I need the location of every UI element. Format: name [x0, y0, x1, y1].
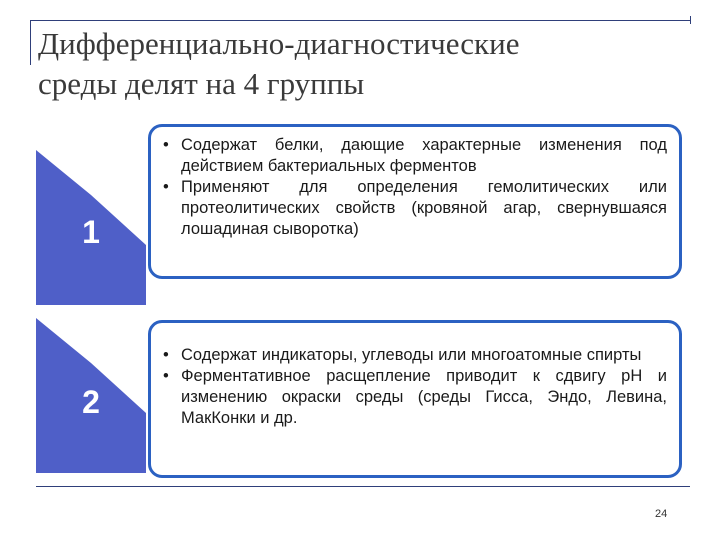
slide-frame-bottom-line [36, 486, 690, 487]
group-2-bullet-1: • Содержат индикаторы, углеводы или многоатомные спирты [159, 345, 667, 366]
slide-title [38, 24, 678, 104]
group-1-bullet-list [159, 135, 667, 240]
slide-frame-corner-tick [690, 16, 691, 24]
group-2-box [148, 320, 682, 478]
group-1-bullet-2: • Применяют для определения гемолитических или протеолитических свойств (кровяной агар, свернувшаяся лошадиная сыворотка) [159, 177, 667, 240]
group-2-bullet-list [159, 345, 667, 429]
group-2-bullet-2: • Ферментативное расщепление приводит к сдвигу pH и изменению окраски среды (среды Гисса, Эндо, Левина, МакКонки и др. [159, 366, 667, 429]
group-2-chevron [36, 318, 146, 473]
group-2-number: 2 [82, 384, 100, 420]
group-1-box [148, 124, 682, 279]
group-1-chevron [36, 150, 146, 305]
slide-frame-top-line [30, 20, 690, 21]
page-number: 24 [655, 508, 668, 520]
slide-title-line-1: Дифференциально-диагностические [38, 26, 520, 61]
group-1-bullet-1: • Содержат белки, дающие характерные изменения под действием бактериальных ферментов [159, 135, 667, 177]
group-1-number: 1 [82, 214, 100, 250]
slide-frame-left-line [30, 20, 31, 65]
slide-title-line-2: среды делят на 4 группы [38, 66, 365, 101]
